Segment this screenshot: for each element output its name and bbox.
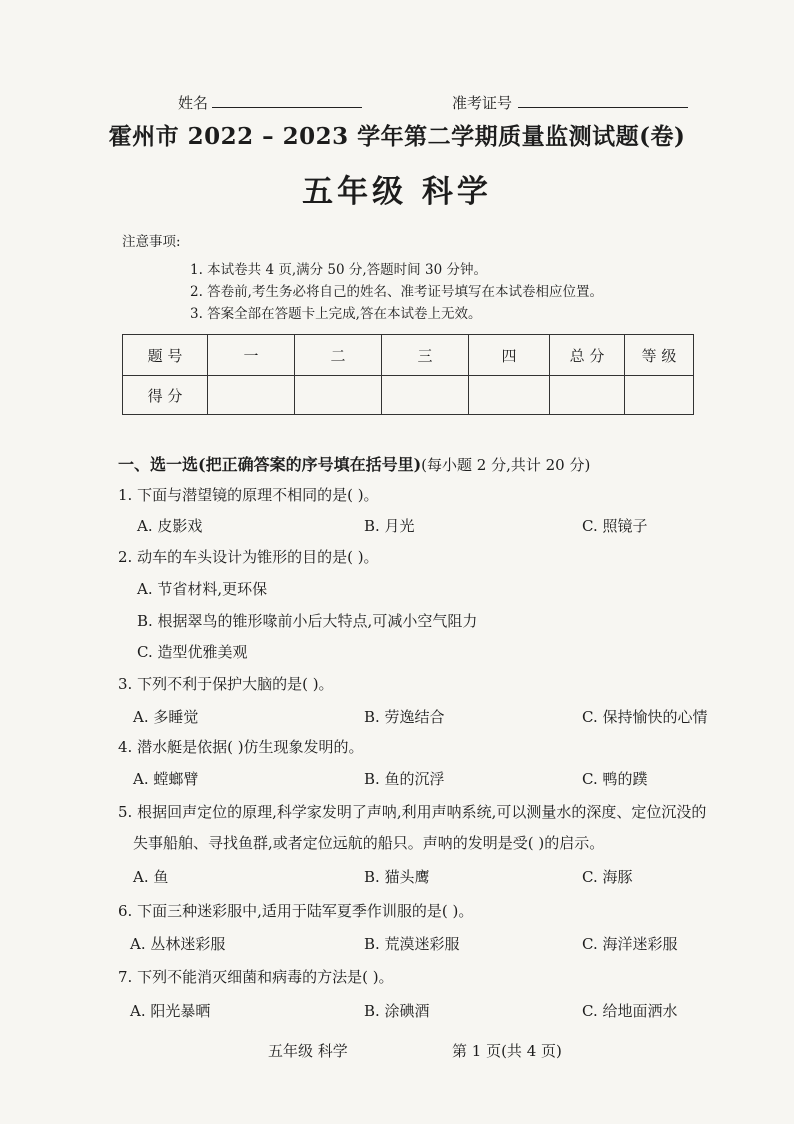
option-b: B. 荒漠迷彩服 xyxy=(364,935,460,953)
option-a: A. 阳光暴晒 xyxy=(130,1002,211,1020)
score-cell xyxy=(382,376,469,415)
score-table-score-row xyxy=(123,376,694,415)
score-table-header: 二 xyxy=(295,335,382,376)
section-title: 一、选一选(把正确答案的序号填在括号里) xyxy=(118,455,422,474)
name-field xyxy=(178,92,362,113)
score-table-header: 等 级 xyxy=(625,335,694,376)
score-row-label: 得 分 xyxy=(123,376,208,415)
question-stem: 5. 根据回声定位的原理,科学家发明了声呐,利用声呐系统,可以测量水的深度、定位沉没的 xyxy=(118,803,707,821)
exam-number-blank-line xyxy=(518,93,688,108)
notice-heading: 注意事项: xyxy=(122,234,181,250)
score-cell xyxy=(208,376,295,415)
footer-page-number: 第 1 页(共 4 页) xyxy=(452,1042,562,1060)
question-stem: 6. 下面三种迷彩服中,适用于陆军夏季作训服的是( )。 xyxy=(118,902,474,920)
question-stem: 7. 下列不能消灭细菌和病毒的方法是( )。 xyxy=(118,968,394,986)
option-b: B. 鱼的沉浮 xyxy=(364,770,445,788)
option-c: C. 海洋迷彩服 xyxy=(582,935,678,953)
score-table-header: 四 xyxy=(469,335,550,376)
notice-item: 2. 答卷前,考生务必将自己的姓名、准考证号填写在本试卷相应位置。 xyxy=(190,284,603,300)
score-cell xyxy=(469,376,550,415)
option-b: B. 根据翠鸟的锥形喙前小后大特点,可减小空气阻力 xyxy=(137,612,478,630)
footer-subject: 五年级 科学 xyxy=(268,1042,348,1060)
option-c: C. 海豚 xyxy=(582,868,633,886)
score-table-header-row xyxy=(123,335,694,376)
exam-title: 霍州市 2022 – 2023 学年第二学期质量监测试题(卷) xyxy=(108,123,686,150)
notice-item: 3. 答案全部在答题卡上完成,答在本试卷上无效。 xyxy=(190,306,482,322)
question-stem: 3. 下列不利于保护大脑的是( )。 xyxy=(118,675,334,693)
score-table xyxy=(122,334,694,415)
option-b: B. 劳逸结合 xyxy=(364,708,445,726)
option-b: B. 月光 xyxy=(364,517,415,535)
notice-item: 1. 本试卷共 4 页,满分 50 分,答题时间 30 分钟。 xyxy=(190,262,487,278)
option-a: A. 鱼 xyxy=(133,868,169,886)
name-label: 姓名 xyxy=(178,94,209,112)
section-heading xyxy=(118,452,590,475)
option-c: C. 造型优雅美观 xyxy=(137,643,248,661)
score-table-header: 题 号 xyxy=(123,335,208,376)
option-a: A. 节省材料,更环保 xyxy=(137,580,268,598)
score-cell xyxy=(625,376,694,415)
option-a: A. 多睡觉 xyxy=(133,708,199,726)
question-stem-continued: 失事船舶、寻找鱼群,或者定位远航的船只。声呐的发明是受( )的启示。 xyxy=(133,834,605,852)
option-c: C. 照镜子 xyxy=(582,517,648,535)
score-table-header: 一 xyxy=(208,335,295,376)
option-a: A. 丛林迷彩服 xyxy=(130,935,226,953)
section-note: (每小题 2 分,共计 20 分) xyxy=(421,456,591,474)
option-c: C. 给地面洒水 xyxy=(582,1002,678,1020)
option-b: B. 猫头鹰 xyxy=(364,868,430,886)
option-c: C. 保持愉快的心情 xyxy=(582,708,708,726)
question-stem: 4. 潜水艇是依据( )仿生现象发明的。 xyxy=(118,738,364,756)
question-stem: 1. 下面与潜望镜的原理不相同的是( )。 xyxy=(118,486,379,504)
score-table-header: 总 分 xyxy=(550,335,625,376)
score-cell xyxy=(550,376,625,415)
exam-subtitle: 五年级 科学 xyxy=(302,174,492,210)
exam-number-field xyxy=(452,92,688,113)
question-stem: 2. 动车的车头设计为锥形的目的是( )。 xyxy=(118,548,379,566)
score-table-header: 三 xyxy=(382,335,469,376)
exam-number-label: 准考证号 xyxy=(452,94,513,112)
option-a: A. 螳螂臂 xyxy=(133,770,199,788)
name-blank-line xyxy=(212,93,362,108)
option-c: C. 鸭的蹼 xyxy=(582,770,648,788)
score-cell xyxy=(295,376,382,415)
option-a: A. 皮影戏 xyxy=(137,517,203,535)
option-b: B. 涂碘酒 xyxy=(364,1002,430,1020)
